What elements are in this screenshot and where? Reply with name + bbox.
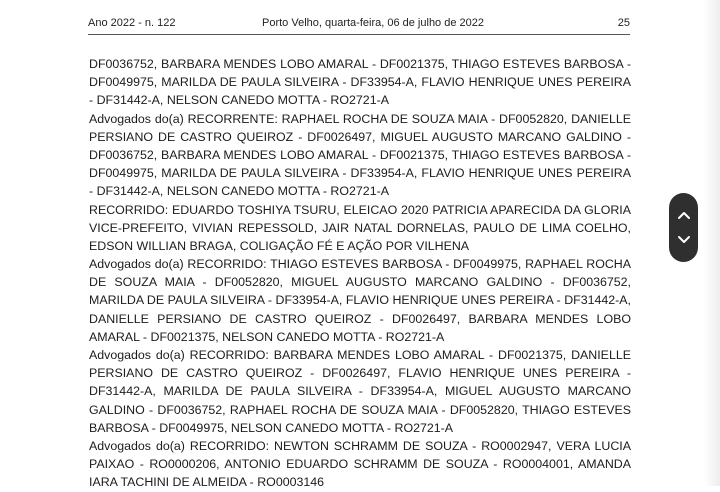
document-line: Advogados do(a) RECORRENTE: RAPHAEL ROCHA DE SOUZA MAIA - DF0052820, DANIELLE [89, 111, 631, 126]
scroll-down-button[interactable] [669, 230, 698, 250]
document-line: DF0036752, BARBARA MENDES LOBO AMARAL - DF0021375, THIAGO ESTEVES BARBOSA - [89, 57, 631, 71]
document-line: BARBOSA - DF0049975, NELSON CANEDO MOTTA - RO2721-A [89, 420, 454, 435]
document-line: AMARAL - DF0021375, NELSON CANEDO MOTTA - RO2721-A [89, 329, 445, 344]
document-line: IARA TACHINI DE ALMEIDA - RO0003146 [89, 475, 325, 490]
header-issue: Ano 2022 - n. 122 [88, 17, 176, 29]
document-line: GALDINO - DF0036752, RAPHAEL ROCHA DE SOUZA MAIA - DF0052820, THIAGO ESTEVES [89, 402, 631, 417]
document-line: Advogados do(a) RECORRIDO: BARBARA MENDES LOBO AMARAL - DF0021375, DANIELLE [89, 348, 631, 362]
document-line: - DF31442-A, NELSON CANEDO MOTTA - RO2721-A [89, 93, 389, 108]
chevron-down-icon [677, 235, 691, 245]
document-line: VICE-PREFEITO, VIVIAN REPESSOLD, JAIR NATAL DORNELAS, PAULO DE LIMA COELHO, [89, 220, 631, 235]
document-line: DF0049975, MARILDA DE PAULA SILVEIRA - DF33954-A, FLAVIO HENRIQUE UNES PEREIRA [89, 75, 631, 90]
document-line: DANIELLE PERSIANO DE CASTRO QUEIROZ - DF0026497, BARBARA MENDES LOBO [89, 311, 631, 326]
document-line: PERSIANO DE CASTRO QUEIROZ - DF0026497, MIGUEL AUGUSTO MARCANO GALDINO - [89, 129, 631, 144]
header-rule [88, 34, 630, 35]
document-line: DF31442-A, MARILDA DE PAULA SILVEIRA - DF33954-A, MIGUEL AUGUSTO MARCANO [89, 384, 631, 399]
scroll-up-button[interactable] [669, 205, 698, 225]
document-line: DF0049975, MARILDA DE PAULA SILVEIRA - DF33954-A, FLAVIO HENRIQUE UNES PEREIRA [89, 166, 631, 181]
document-line: - DF31442-A, NELSON CANEDO MOTTA - RO2721-A [89, 184, 389, 199]
document-line: EDSON WILLIAN BRAGA, COLIGAÇÃO FÉ E AÇÃO POR VILHENA [89, 238, 470, 253]
document-line: PERSIANO DE CASTRO QUEIROZ - DF0026497, FLAVIO HENRIQUE UNES PEREIRA - [89, 366, 631, 381]
document-line: DF0036752, BARBARA MENDES LOBO AMARAL - DF0021375, THIAGO ESTEVES BARBOSA - [89, 147, 631, 162]
document-line: RECORRIDO: EDUARDO TOSHIYA TSURU, ELEICAO 2020 PATRICIA APARECIDA DA GLORIA [89, 202, 631, 217]
page-header [88, 17, 630, 31]
document-line: Advogados do(a) RECORRIDO: NEWTON SCHRAMM DE SOUZA - RO0002947, VERA LUCIA [89, 438, 631, 453]
page-edge-shadow [704, 0, 720, 486]
document-line: DE SOUZA MAIA - DF0052820, MIGUEL AUGUSTO MARCANO GALDINO - DF0036752, [89, 275, 631, 290]
document-line: PAIXAO - RO0000206, ANTONIO EDUARDO SCHRAMM DE SOUZA - RO0004001, AMANDA [89, 457, 631, 472]
chevron-up-icon [677, 210, 691, 220]
page-scroll-control [669, 193, 698, 262]
document-line: Advogados do(a) RECORRIDO: THIAGO ESTEVES BARBOSA - DF0049975, RAPHAEL ROCHA [89, 257, 631, 272]
document-line: MARILDA DE PAULA SILVEIRA - DF33954-A, FLAVIO HENRIQUE UNES PEREIRA - DF31442-A, [89, 293, 631, 308]
document-body [89, 55, 631, 492]
header-page-number: 25 [617, 17, 630, 29]
header-date: Porto Velho, quarta-feira, 06 de julho de 2022 [262, 17, 484, 29]
